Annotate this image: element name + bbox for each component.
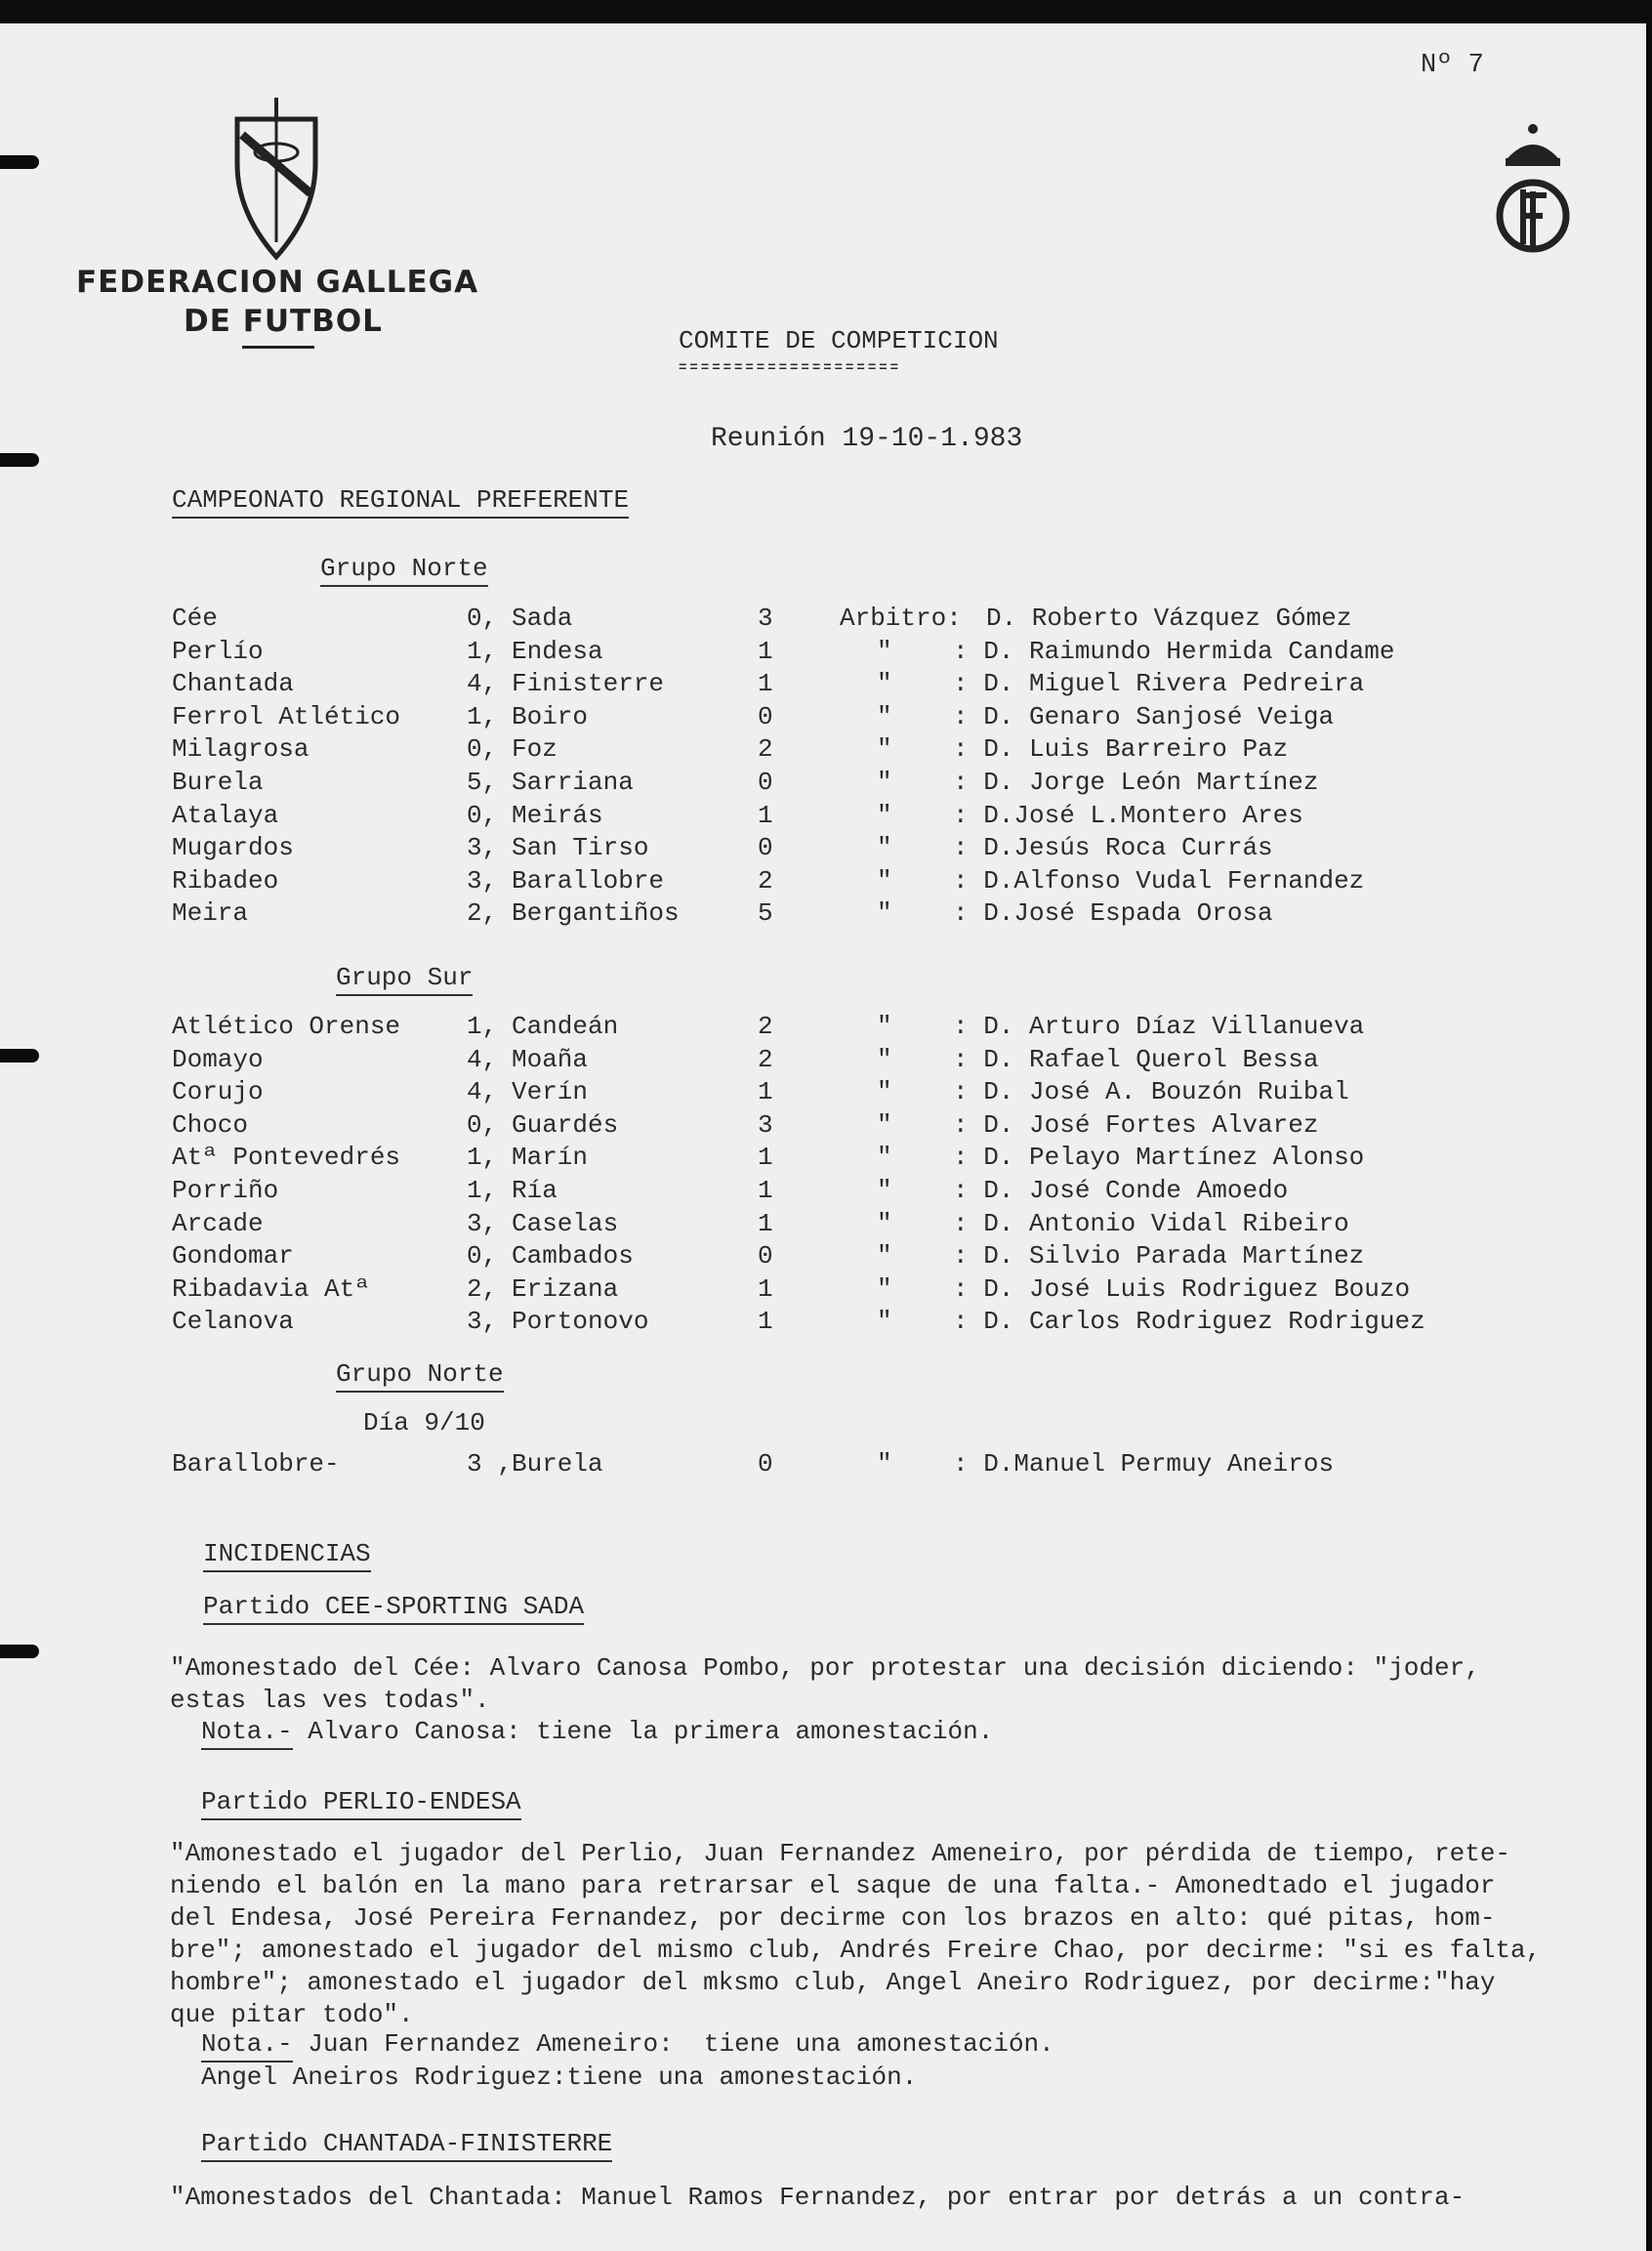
match1-report: "Amonestado del Cée: Alvaro Canosa Pombo, por protestar una decisión diciendo: "joder, estas las ves todas". bbox=[170, 1653, 1480, 1715]
score-away: 5 bbox=[758, 898, 773, 929]
score-away: 1 bbox=[758, 800, 773, 830]
team-home: Celanova bbox=[172, 1307, 294, 1337]
team-home: Barallobre- bbox=[172, 1449, 340, 1479]
score-away: 1 bbox=[758, 1077, 773, 1107]
match1-title: Partido CEE-SPORTING SADA bbox=[203, 1592, 584, 1625]
referee-name: : D.José Espada Orosa bbox=[953, 898, 1273, 929]
team-away: Burela bbox=[512, 1449, 603, 1479]
referee-label: " bbox=[877, 1307, 892, 1337]
group-norte-title: Grupo Norte bbox=[320, 554, 488, 587]
score-home: 4, bbox=[467, 1044, 498, 1074]
score-home: 1, bbox=[467, 636, 498, 666]
team-home: Burela bbox=[172, 768, 264, 797]
group-norte-2-title: Grupo Norte bbox=[336, 1359, 504, 1393]
team-away: Sada bbox=[512, 604, 573, 633]
referee-label: " bbox=[877, 1176, 892, 1205]
team-home: Milagrosa bbox=[172, 734, 310, 765]
score-away: 1 bbox=[758, 1208, 773, 1238]
team-away: San Tirso bbox=[512, 833, 649, 863]
score-away: 2 bbox=[758, 865, 773, 896]
document-page bbox=[0, 23, 1646, 2251]
referee-label: " bbox=[877, 1143, 892, 1173]
score-home: 2, bbox=[467, 898, 498, 929]
referee-name: : D. Arturo Díaz Villanueva bbox=[953, 1012, 1365, 1041]
meeting-date: Reunión 19-10-1.983 bbox=[711, 424, 1023, 454]
referee-name: : D.Alfonso Vudal Fernandez bbox=[953, 865, 1365, 896]
referee-label: " bbox=[877, 669, 892, 699]
match1-note-text: Alvaro Canosa: tiene la primera amonestación. bbox=[292, 1717, 994, 1746]
score-away: 0 bbox=[758, 833, 773, 863]
team-away: Portonovo bbox=[512, 1307, 649, 1337]
score-home: 3, bbox=[467, 1307, 498, 1337]
score-home: 0, bbox=[467, 604, 498, 633]
score-home: 5, bbox=[467, 768, 498, 797]
referee-name: D. Roberto Vázquez Gómez bbox=[986, 604, 1352, 633]
referee-label: " bbox=[877, 768, 892, 797]
score-home: 4, bbox=[467, 669, 498, 699]
team-away: Caselas bbox=[512, 1208, 619, 1238]
referee-label: " bbox=[877, 898, 892, 929]
championship-title: CAMPEONATO REGIONAL PREFERENTE bbox=[172, 485, 629, 519]
score-home: 1, bbox=[467, 701, 498, 731]
referee-name: : D. Miguel Rivera Pedreira bbox=[953, 669, 1365, 699]
team-home: Mugardos bbox=[172, 833, 294, 863]
committee-title-rule: ==================== bbox=[679, 360, 902, 376]
referee-name: : D. Raimundo Hermida Candame bbox=[953, 636, 1395, 666]
score-away: 1 bbox=[758, 1273, 773, 1304]
team-home: Gondomar bbox=[172, 1241, 294, 1271]
federation-shield-logo bbox=[232, 96, 320, 262]
federation-name-line2: DE FUTBOL bbox=[184, 304, 383, 339]
score-home: 3 , bbox=[467, 1449, 513, 1479]
score-away: 0 bbox=[758, 1241, 773, 1271]
referee-name: : D. Luis Barreiro Paz bbox=[953, 734, 1289, 765]
team-away: Boiro bbox=[512, 701, 589, 731]
referee-label: Arbitro: bbox=[840, 604, 962, 633]
team-away: Cambados bbox=[512, 1241, 634, 1271]
score-away: 1 bbox=[758, 1143, 773, 1173]
score-away: 0 bbox=[758, 701, 773, 731]
referee-label: " bbox=[877, 1449, 892, 1479]
referee-name: : D.José L.Montero Ares bbox=[953, 800, 1303, 830]
referee-name: : D. Jorge León Martínez bbox=[953, 768, 1319, 797]
team-home: Choco bbox=[172, 1109, 249, 1140]
score-away: 1 bbox=[758, 669, 773, 699]
referee-label: " bbox=[877, 1077, 892, 1107]
referee-label: " bbox=[877, 865, 892, 896]
referee-name: : D. Carlos Rodriguez Rodriguez bbox=[953, 1307, 1425, 1337]
team-away: Moaña bbox=[512, 1044, 589, 1074]
team-home: Ferrol Atlético bbox=[172, 701, 401, 731]
score-away: 3 bbox=[758, 1109, 773, 1140]
team-away: Foz bbox=[512, 734, 558, 765]
team-home: Ribadavia Atª bbox=[172, 1273, 370, 1304]
referee-name: : D. José A. Bouzón Ruibal bbox=[953, 1077, 1349, 1107]
team-home: Perlío bbox=[172, 636, 264, 666]
referee-name: : D. Antonio Vidal Ribeiro bbox=[953, 1208, 1349, 1238]
score-away: 1 bbox=[758, 1307, 773, 1337]
referee-name: : D. José Fortes Alvarez bbox=[953, 1109, 1319, 1140]
score-home: 0, bbox=[467, 1241, 498, 1271]
referee-label: " bbox=[877, 734, 892, 765]
match3-report: "Amonestados del Chantada: Manuel Ramos Fernandez, por entrar por detrás a un contra- bbox=[170, 2183, 1466, 2212]
federation-name-line1: FEDERACION GALLEGA bbox=[76, 265, 479, 300]
score-home: 3, bbox=[467, 833, 498, 863]
match2-title: Partido PERLIO-ENDESA bbox=[201, 1787, 521, 1820]
binder-hole bbox=[0, 1645, 39, 1658]
team-home: Corujo bbox=[172, 1077, 264, 1107]
team-home: Domayo bbox=[172, 1044, 264, 1074]
team-away: Barallobre bbox=[512, 865, 665, 896]
team-away: Meirás bbox=[512, 800, 603, 830]
team-away: Marín bbox=[512, 1143, 589, 1173]
score-away: 2 bbox=[758, 1044, 773, 1074]
match1-note-label: Nota.- bbox=[201, 1717, 293, 1750]
incidencias-title: INCIDENCIAS bbox=[203, 1539, 371, 1572]
team-home: Meira bbox=[172, 898, 249, 929]
team-home: Ribadeo bbox=[172, 865, 279, 896]
score-home: 1, bbox=[467, 1176, 498, 1205]
score-away: 1 bbox=[758, 636, 773, 666]
team-home: Cée bbox=[172, 604, 218, 633]
federation-rule bbox=[242, 346, 314, 349]
page-number: Nº 7 bbox=[1421, 51, 1484, 80]
team-home: Atlético Orense bbox=[172, 1012, 401, 1041]
binder-hole bbox=[0, 155, 39, 169]
team-away: Candeán bbox=[512, 1012, 619, 1041]
referee-name: : D. José Conde Amoedo bbox=[953, 1176, 1289, 1205]
team-away: Erizana bbox=[512, 1273, 619, 1304]
team-away: Ría bbox=[512, 1176, 558, 1205]
team-home: Porriño bbox=[172, 1176, 279, 1205]
team-away: Finisterre bbox=[512, 669, 665, 699]
referee-name: : D. José Luis Rodriguez Bouzo bbox=[953, 1273, 1411, 1304]
referee-name: : D. Rafael Querol Bessa bbox=[953, 1044, 1319, 1074]
score-away: 2 bbox=[758, 734, 773, 765]
referee-label: " bbox=[877, 1273, 892, 1304]
referee-label: " bbox=[877, 833, 892, 863]
federation-name bbox=[76, 263, 479, 341]
binder-hole bbox=[0, 453, 39, 467]
match-day-label: Día 9/10 bbox=[363, 1408, 485, 1438]
score-home: 0, bbox=[467, 800, 498, 830]
match2-note-label: Nota.- bbox=[201, 2029, 293, 2063]
referee-name: : D. Genaro Sanjosé Veiga bbox=[953, 701, 1335, 731]
score-away: 0 bbox=[758, 768, 773, 797]
committee-title: COMITE DE COMPETICION bbox=[679, 326, 999, 355]
binder-hole bbox=[0, 1049, 39, 1063]
match3-title: Partido CHANTADA-FINISTERRE bbox=[201, 2129, 612, 2162]
score-away: 0 bbox=[758, 1449, 773, 1479]
referee-label: " bbox=[877, 636, 892, 666]
referee-name: : D.Manuel Permuy Aneiros bbox=[953, 1449, 1335, 1479]
referee-label: " bbox=[877, 1109, 892, 1140]
score-home: 3, bbox=[467, 1208, 498, 1238]
score-away: 3 bbox=[758, 604, 773, 633]
referee-name: : D.Jesús Roca Currás bbox=[953, 833, 1273, 863]
score-away: 2 bbox=[758, 1012, 773, 1041]
score-home: 2, bbox=[467, 1273, 498, 1304]
score-home: 0, bbox=[467, 734, 498, 765]
team-away: Endesa bbox=[512, 636, 603, 666]
match2-note-text: Juan Fernandez Ameneiro: tiene una amonestación. bbox=[292, 2029, 1054, 2059]
score-home: 1, bbox=[467, 1012, 498, 1041]
score-home: 4, bbox=[467, 1077, 498, 1107]
team-home: Arcade bbox=[172, 1208, 264, 1238]
referee-label: " bbox=[877, 1241, 892, 1271]
match2-report: "Amonestado el jugador del Perlio, Juan Fernandez Ameneiro, por pérdida de tiempo, rete- niendo el balón en la mano para retrarsar el saque de una falta.- Amonedtado el jugador del Endesa, José Pereira Fernandez, por decirme con los brazos en alto: qué pitas, hom- bre"; amonestado el jugador del mismo club, Andrés Freire Chao, por decirme: "si es falta, hombre"; amonestado el jugador del mksmo club, Angel Aneiro Rodriguez, por decirme:"hay que pitar todo". bbox=[170, 1839, 1542, 2029]
score-home: 1, bbox=[467, 1143, 498, 1173]
match2-note bbox=[201, 2029, 1054, 2059]
referee-label: " bbox=[877, 701, 892, 731]
team-away: Bergantiños bbox=[512, 898, 680, 929]
referee-label: " bbox=[877, 800, 892, 830]
team-away: Sarriana bbox=[512, 768, 634, 797]
team-home: Chantada bbox=[172, 669, 294, 699]
score-home: 3, bbox=[467, 865, 498, 896]
referee-label: " bbox=[877, 1044, 892, 1074]
match1-note bbox=[201, 1717, 993, 1746]
score-away: 1 bbox=[758, 1176, 773, 1205]
referee-name: : D. Silvio Parada Martínez bbox=[953, 1241, 1365, 1271]
team-home: Atª Pontevedrés bbox=[172, 1143, 401, 1173]
rfef-crest-logo bbox=[1494, 123, 1572, 265]
score-home: 0, bbox=[467, 1109, 498, 1140]
team-away: Verín bbox=[512, 1077, 589, 1107]
referee-label: " bbox=[877, 1012, 892, 1041]
match2-note-2: Angel Aneiros Rodriguez:tiene una amonestación. bbox=[201, 2063, 918, 2092]
referee-label: " bbox=[877, 1208, 892, 1238]
group-sur-title: Grupo Sur bbox=[336, 963, 473, 996]
team-away: Guardés bbox=[512, 1109, 619, 1140]
referee-name: : D. Pelayo Martínez Alonso bbox=[953, 1143, 1365, 1173]
team-home: Atalaya bbox=[172, 800, 279, 830]
